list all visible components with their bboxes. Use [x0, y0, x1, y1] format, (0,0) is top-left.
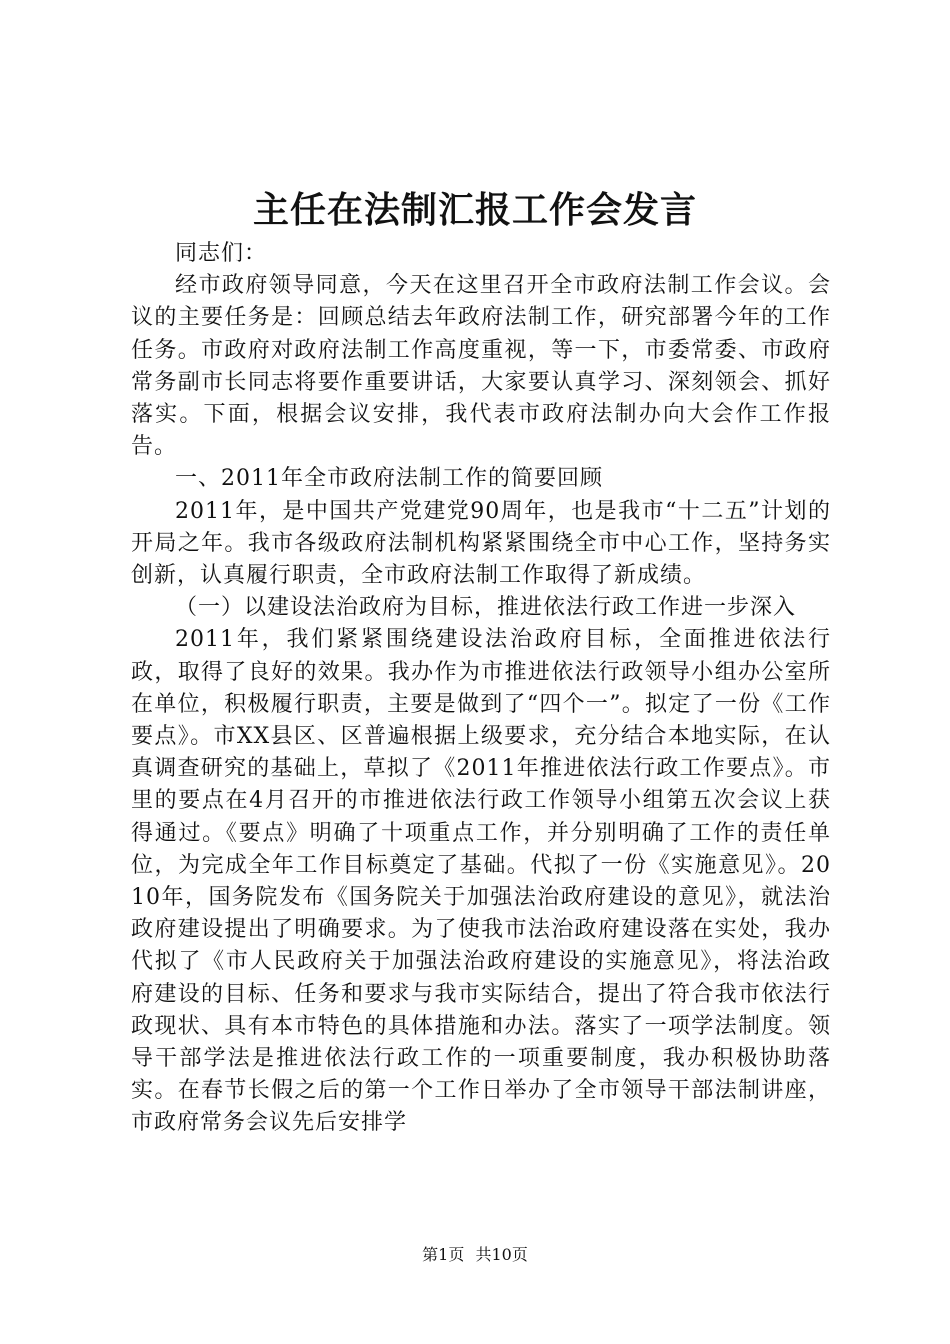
page-total: 共10页: [475, 1245, 528, 1264]
paragraph-overview: 2011年，是中国共产党建党90周年，也是我市“十二五”计划的开局之年。我市各级政府法制机构紧紧围绕全市中心工作，坚持务实创新，认真履行职责，全市政府法制工作取得了新成绩。: [131, 498, 831, 589]
section-heading-1: 一、2011年全市政府法制工作的简要回顾: [175, 466, 603, 492]
document-title: 主任在法制汇报工作会发言: [252, 189, 697, 231]
document-body: [131, 238, 831, 1140]
page-footer: [0, 1243, 950, 1267]
subsection-heading-1: （一）以建设法治政府为目标，推进依法行政工作进一步深入: [175, 595, 797, 621]
page-number: 第1页: [422, 1245, 465, 1264]
paragraph-intro: 经市政府领导同意，今天在这里召开全市政府法制工作会议。会议的主要任务是：回顾总结去年政府法制工作，研究部署今年的工作任务。市政府对政府法制工作高度重视，等一下，市委常委、市政府常务副市长同志将要作重要讲话，大家要认真学习、深刻领会、抓好落实。下面，根据会议安排，我代表市政府法制办向大会作工作报告。: [131, 273, 831, 460]
paragraph-detail: 2011年，我们紧紧围绕建设法治政府目标，全面推进依法行政，取得了良好的效果。我办作为市推进依法行政领导小组办公室所在单位，积极履行职责，主要是做到了“四个一”。拟定了一份《工作要点》。市XX县区、区普遍根据上级要求，充分结合本地实际，在认真调查研究的基础上，草拟了《2011年推进依法行政工作要点》。市里的要点在4月召开的市推进依法行政工作领导小组第五次会议上获得通过。《要点》明确了十项重点工作，并分别明确了工作的责任单位，为完成全年工作目标奠定了基础。代拟了一份《实施意见》。2010年，国务院发布《国务院关于加强法治政府建设的意见》，就法治政府建设提出了明确要求。为了使我市法治政府建设落在实处，我办代拟了《市人民政府关于加强法治政府建设的实施意见》，将法治政府建设的目标、任务和要求与我市实际结合，提出了符合我市依法行政现状、具有本市特色的具体措施和办法。落实了一项学法制度。领导干部学法是推进依法行政工作的一项重要制度，我办积极协助落实。在春节长假之后的第一个工作日举办了全市领导干部法制讲座，市政府常务会议先后安排学: [131, 627, 831, 1136]
salutation: 同志们：: [175, 241, 268, 266]
